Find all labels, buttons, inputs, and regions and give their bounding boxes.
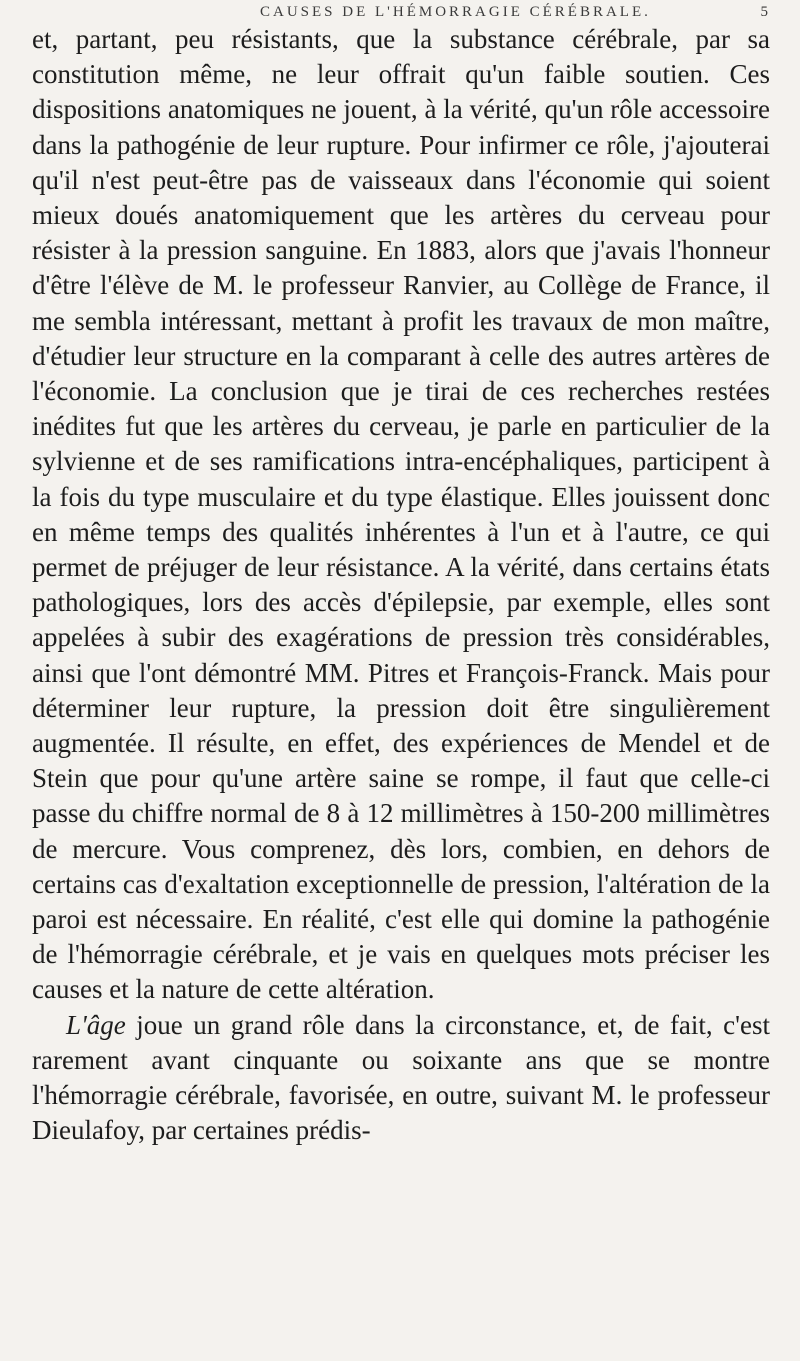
- paragraph-2: [32, 1008, 770, 1149]
- page-number: 5: [760, 4, 768, 20]
- running-title: CAUSES DE L'HÉMORRAGIE CÉRÉBRALE.: [260, 4, 651, 20]
- paragraph-2-lead: L'âge: [66, 1009, 126, 1040]
- paragraph-1: et, partant, peu résistants, que la substance cérébrale, par sa constitution même, ne leur offrait qu'un faible soutien. Ces dispositions anatomiques ne jouent, à la vérité, qu'un rôle accessoire dans la pathogénie de leur rupture. Pour infirmer ce rôle, j'ajouterai qu'il n'est peut-être pas de vaisseaux dans l'économie qui soient mieux doués anatomiquement que les artères du cerveau pour résister à la pression sanguine. En 1883, alors que j'avais l'honneur d'être l'élève de M. le professeur Ranvier, au Collège de France, il me sembla intéressant, mettant à profit les travaux de mon maître, d'étudier leur structure en la comparant à celle des autres artères de l'économie. La conclusion que je tirai de ces recherches restées inédites fut que les artères du cerveau, je parle en particulier de la sylvienne et de ses ramifications intra-encéphaliques, participent à la fois du type musculaire et du type élastique. Elles jouissent donc en même temps des qualités inhérentes à l'un et à l'autre, ce qui permet de préjuger de leur résistance. A la vérité, dans certains états pathologiques, lors des accès d'épilepsie, par exemple, elles sont appelées à subir des exagérations de pression très considérables, ainsi que l'ont démontré MM. Pitres et François-Franck. Mais pour déterminer leur rupture, la pression doit être singulièrement augmentée. Il résulte, en effet, des expériences de Mendel et de Stein que pour qu'une artère saine se rompe, il faut que celle-ci passe du chiffre normal de 8 à 12 millimètres à 150-200 millimètres de mercure. Vous comprenez, dès lors, combien, en dehors de certains cas d'exaltation exceptionnelle de pression, l'altération de la paroi est nécessaire. En réalité, c'est elle qui domine la pathogénie de l'hémorragie cérébrale, et je vais en quelques mots préciser les causes et la nature de cette altération.: [32, 24, 770, 1005]
- body-text: [32, 22, 770, 1149]
- paragraph-2-rest: joue un grand rôle dans la circonstance, et, de fait, c'est rarement avant cinquante ou soixante ans que se montre l'hémorragie cérébrale, favorisée, en outre, suivant M. le professeur Dieulafoy, par certaines prédis-: [32, 1009, 770, 1146]
